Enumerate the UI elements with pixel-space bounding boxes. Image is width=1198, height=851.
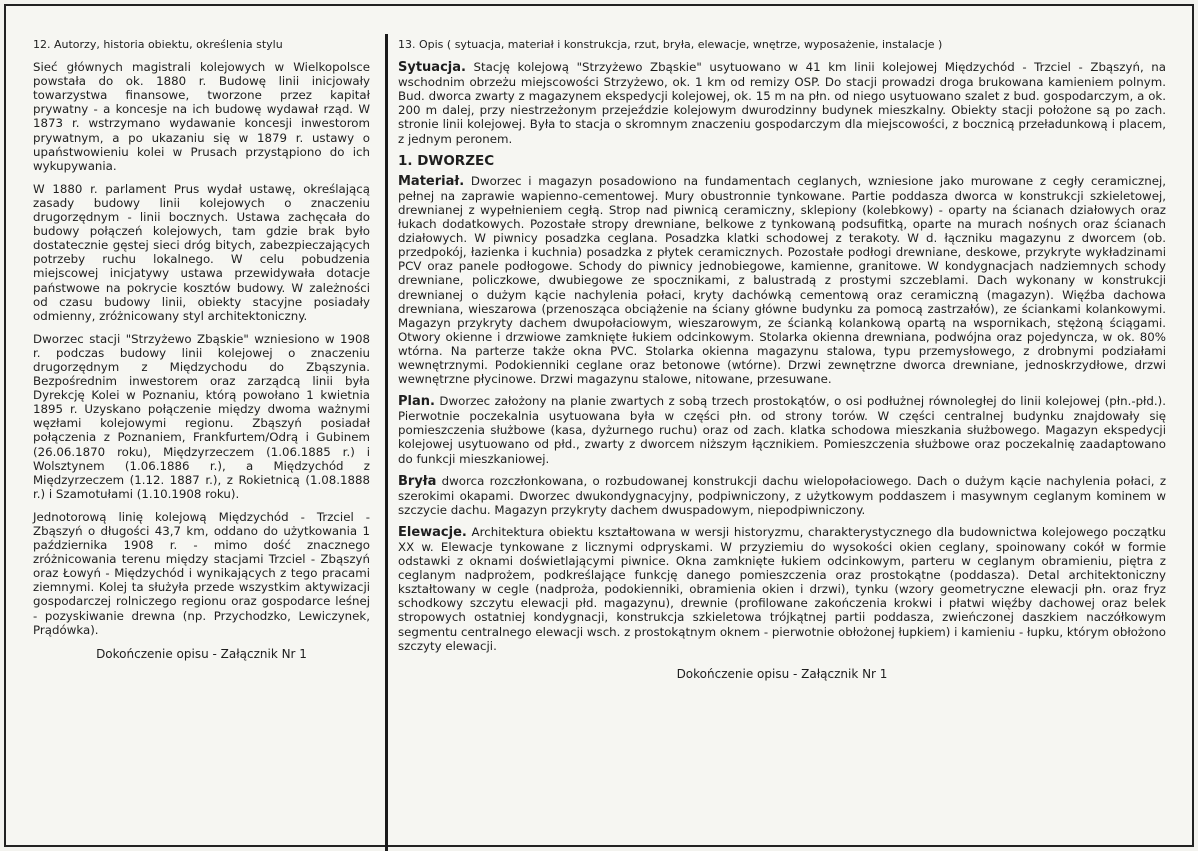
plan-label: Plan. [398, 394, 435, 410]
section-13-heading: 13. Opis ( sytuacja, materiał i konstrukcja, rzut, bryła, elewacje, wnętrze, wyposażenie, instalacje ) [398, 38, 943, 51]
plan-text: Dworzec założony na planie zwartych z sobą trzech prostokątów, o osi podłużnej równoległej do linii kolejowej (płn.-płd.). Pierwotnie poczekalnia usytuowana była w części płn. od strony torów. W części centralnej budynku znajdowały się pomieszczenia służbowe (kasa, dyżurnego ruchu) oraz od zach. klatka schodowa mieszkania służbowego. Magazyn ekspedycji kolejowej usytuowano od płd., zwarty z dworcem niższym łącznikiem. Pomieszczenia służbowe oraz poczekalnię zaadaptowano do funkcji mieszkaniowej. [398, 394, 1167, 466]
bryla-paragraph [398, 474, 1166, 517]
elewacje-label: Elewacje. [398, 524, 467, 540]
dworzec-section-title: 1. DWORZEC [398, 152, 495, 169]
left-column [33, 38, 370, 661]
column-divider [385, 34, 388, 851]
history-paragraph-2: W 1880 r. parlament Prus wydał ustawę, określającą zasady budowy linii kolejowych o znaczeniu drugorzędnym - linii bocznych. Ustawa zachęcała do budowy połączeń kolejowych, tam gdzie brak było dostatecznie gęstej sieci dróg bitych, zabezpieczających potrzeby ruchu lokalnego. W celu pobudzenia miejscowej inicjatywy ustawa przewidywała dotacje państwowe na pokrycie kosztów budowy. W zależności od czasu budowy linii, obiekty stacyjne posiadały odmienny, zróżnicowany styl architektoniczny. [33, 181, 370, 323]
sytuacja-paragraph [398, 60, 1166, 146]
plan-paragraph [398, 394, 1166, 465]
history-paragraph-3: Dworzec stacji "Strzyżewo Zbąskie" wzniesiono w 1908 r. podczas budowy linii kolejowej o znaczeniu drugorzędnym z Międzychodu do Zbąszynia. Bezpośrednim inwestorem oraz zarządcą linii była Dyrekcję Kolei w Poznaniu, którą powołano 1 kwietnia 1895 r. Uzyskano połączenie między dwoma ważnymi węzłami kolejowymi regionu. Zbąszyń posiadał połączenia z Poznaniem, Frankfurtem/Odrą i Gubinem (26.06.1870 roku), Międzyrzeczem (1.06.1885 r.) i Wolsztynem (1.06.1886 r.), a Międzychód z Międzyrzeczem (1.12. 1887 r.), z Rokietnicą (1.08.1888 r.) i Szamotułami (1.10.1908 roku). [33, 331, 370, 501]
elewacje-text: Architektura obiektu kształtowana w wersji historyzmu, charakterystycznego dla budownictwa kolejowego początku XX w. Elewacje tynkowane z licznymi odpryskami. W przyziemiu do wysokości okien ceglany, spoinowany cokół w formie odstawki z oknami doświetlającymi piwnice. Okna zamknięte łukiem odcinkowym, parteru w ceglanym obramieniu, piętra z ceglanym nadprożem, podkreślające funkcję danego pomieszczenia oraz prostokątne (poddasza). Detal architektoniczny kształtowany w cegle (nadproża, podokienniki, obramienia okien i drzwi), tynku (wzory geometryczne elewacji płn. oraz fryz schodkowy szczytu elewacji płd. magazynu), drewnie (profilowane zakończenia krokwi i płatwi więźby dachowej oraz belek stropowych ostatniej kondygnacji, konstrukcja szkieletowa trójkątnej partii poddasza, zwieńczonej daszkiem naczółkowym segmentu centralnego elewacji wsch. z prostokątnym oknem - pierwotnie obłożonej łupkiem) i kamieniu - łupku, którym obłożono szczyty elewacji. [398, 524, 1166, 653]
left-footer-note: Dokończenie opisu - Załącznik Nr 1 [96, 646, 307, 661]
material-text: Dworzec i magazyn posadowiono na fundamentach ceglanych, wzniesione jako murowane z cegły ceramicznej, pełnej na zaprawie wapienno-cementowej. Mury obustronnie tynkowane. Partie poddasza dworca w konstrukcji szkieletowej, drewnianej z wypełnieniem cegłą. Strop nad piwnicą ceramiczny, sklepiony (kolebkowy) - oparty na ścianach działowych oraz łukach dodatkowych. Pozostałe stropy drewniane, belkowe z tynkowaną podsufitką, oparte na murach nośnych oraz ścianach działowych. W piwnicy posadzka ceglana. Posadzka klatki schodowej z terakoty. W d. łączniku magazynu z dworcem (ob. przedpokój, łazienka i kuchnia) posadzka z płytek ceramicznych. Pozostałe podłogi drewniane, deskowe, przykryte wykładzinami PCV oraz panele podłogowe. Schody do piwnicy jednobiegowe, kamienne, granitowe. W kondygnacjach nadziemnych schody drewniane, policzkowe, dwubiegowe ze spocznikami, z balustradą z prostymi szczeblami. Dach wykonany w konstrukcji drewnianej o dużym kącie nachylenia połaci, kryty dachówką cementową oraz ceramiczną (magazyn). Więźba dachowa drewniana, wieszarowa (przenosząca obciążenie na ściany główne budynku za pomocą zastrzałów), ze ściankami kolankowymi. Magazyn przykryty dachem dwupołaciowym, wieszarowym, ze ścianką kolankową opartą na wspornikach, stężoną ściągami. Otwory okienne i drzwiowe zamknięte łukiem odcinkowym. Stolarka okienna drewniana, podwójna oraz pojedyncza, w ok. 80% wtórna. Na parterze także okna PVC. Stolarka okienna magazynu stalowa, typu przemysłowego, z drobnymi podziałami wewnętrznymi. Podokienniki ceglane oraz betonowe (wtórne). Drzwi zewnętrzne dworca drewniane, jednoskrzydłowe, drzwi wewnętrzne płycinowe. Drzwi magazynu stalowe, nitowane, przesuwane. [398, 173, 1167, 387]
history-paragraph-4: Jednotorową linię kolejową Międzychód - Trzciel - Zbąszyń o długości 43,7 km, oddano do użytkowania 1 października 1908 r. - mimo dość znacznego zróżnicowania terenu między stacjami Trzciel - Zbąszyń oraz Łowyń - Międzychód i wynikających z tego pracami ziemnymi. Kolej ta służyła przede wszystkim aktywizacji gospodarczej rolniczego regionu oraz gospodarce leśnej - pozyskiwanie drewna (np. Przychodzko, Lewiczynek, Prądówka). [33, 509, 370, 637]
material-label: Materiał. [398, 173, 465, 189]
bryla-text: dworca rozczłonkowana, o rozbudowanej konstrukcji dachu wielopołaciowego. Dach o dużym kącie nachylenia połaci, z szerokimi okapami. Dworzec dwukondygnacyjny, podpiwniczony, z użytkowym poddaszem i masywnym ceglanym kominem w szczycie dachu. Magazyn przykryty dachem dwuspadowym, niepodpiwniczony. [398, 473, 1167, 517]
sytuacja-label: Sytuacja. [398, 60, 466, 76]
material-paragraph [398, 174, 1166, 386]
right-column [398, 38, 1166, 681]
bryla-label: Bryła [398, 473, 437, 489]
section-12-heading: 12. Autorzy, historia obiektu, określenia stylu [33, 38, 283, 51]
history-paragraph-1: Sieć głównych magistrali kolejowych w Wielkopolsce powstała do ok. 1880 r. Budowę linii inicjowały towarzystwa finansowe, tworzone przez kapitał prywatny - a koncesje na ich budowę wydawał rząd. W 1873 r. wstrzymano wydawanie koncesji inwestorom prywatnym, a po ukazaniu się w 1879 r. ustawy o upaństwowieniu kolei w Prusach przystąpiono do ich wykupywania. [33, 60, 370, 173]
sytuacja-text: Stację kolejową "Strzyżewo Zbąskie" usytuowano w 41 km linii kolejowej Międzychód - Trzciel - Zbąszyń, na wschodnim obrzeżu miejscowości Strzyżewo, ok. 1 km od remizy OSP. Do stacji prowadzi droga brukowana kamieniem polnym. Bud. dworca zwarty z magazynem ekspedycji kolejowej, ok. 15 m na płn. od niego usytuowano szalet z bud. gospodarczym, a ok. 200 m dalej, przy niestrzeżonym przejeździe kolejowym dwurodzinny budynek mieszkalny. Obiekty stacji położone są po zach. stronie linii kolejowej. Była to stacja o skromnym znaczeniu gospodarczym dla miejscowości, z bocznicą przeładunkową i placem, z jednym peronem. [398, 60, 1166, 146]
elewacje-paragraph [398, 525, 1166, 653]
right-footer-note: Dokończenie opisu - Załącznik Nr 1 [676, 666, 888, 681]
